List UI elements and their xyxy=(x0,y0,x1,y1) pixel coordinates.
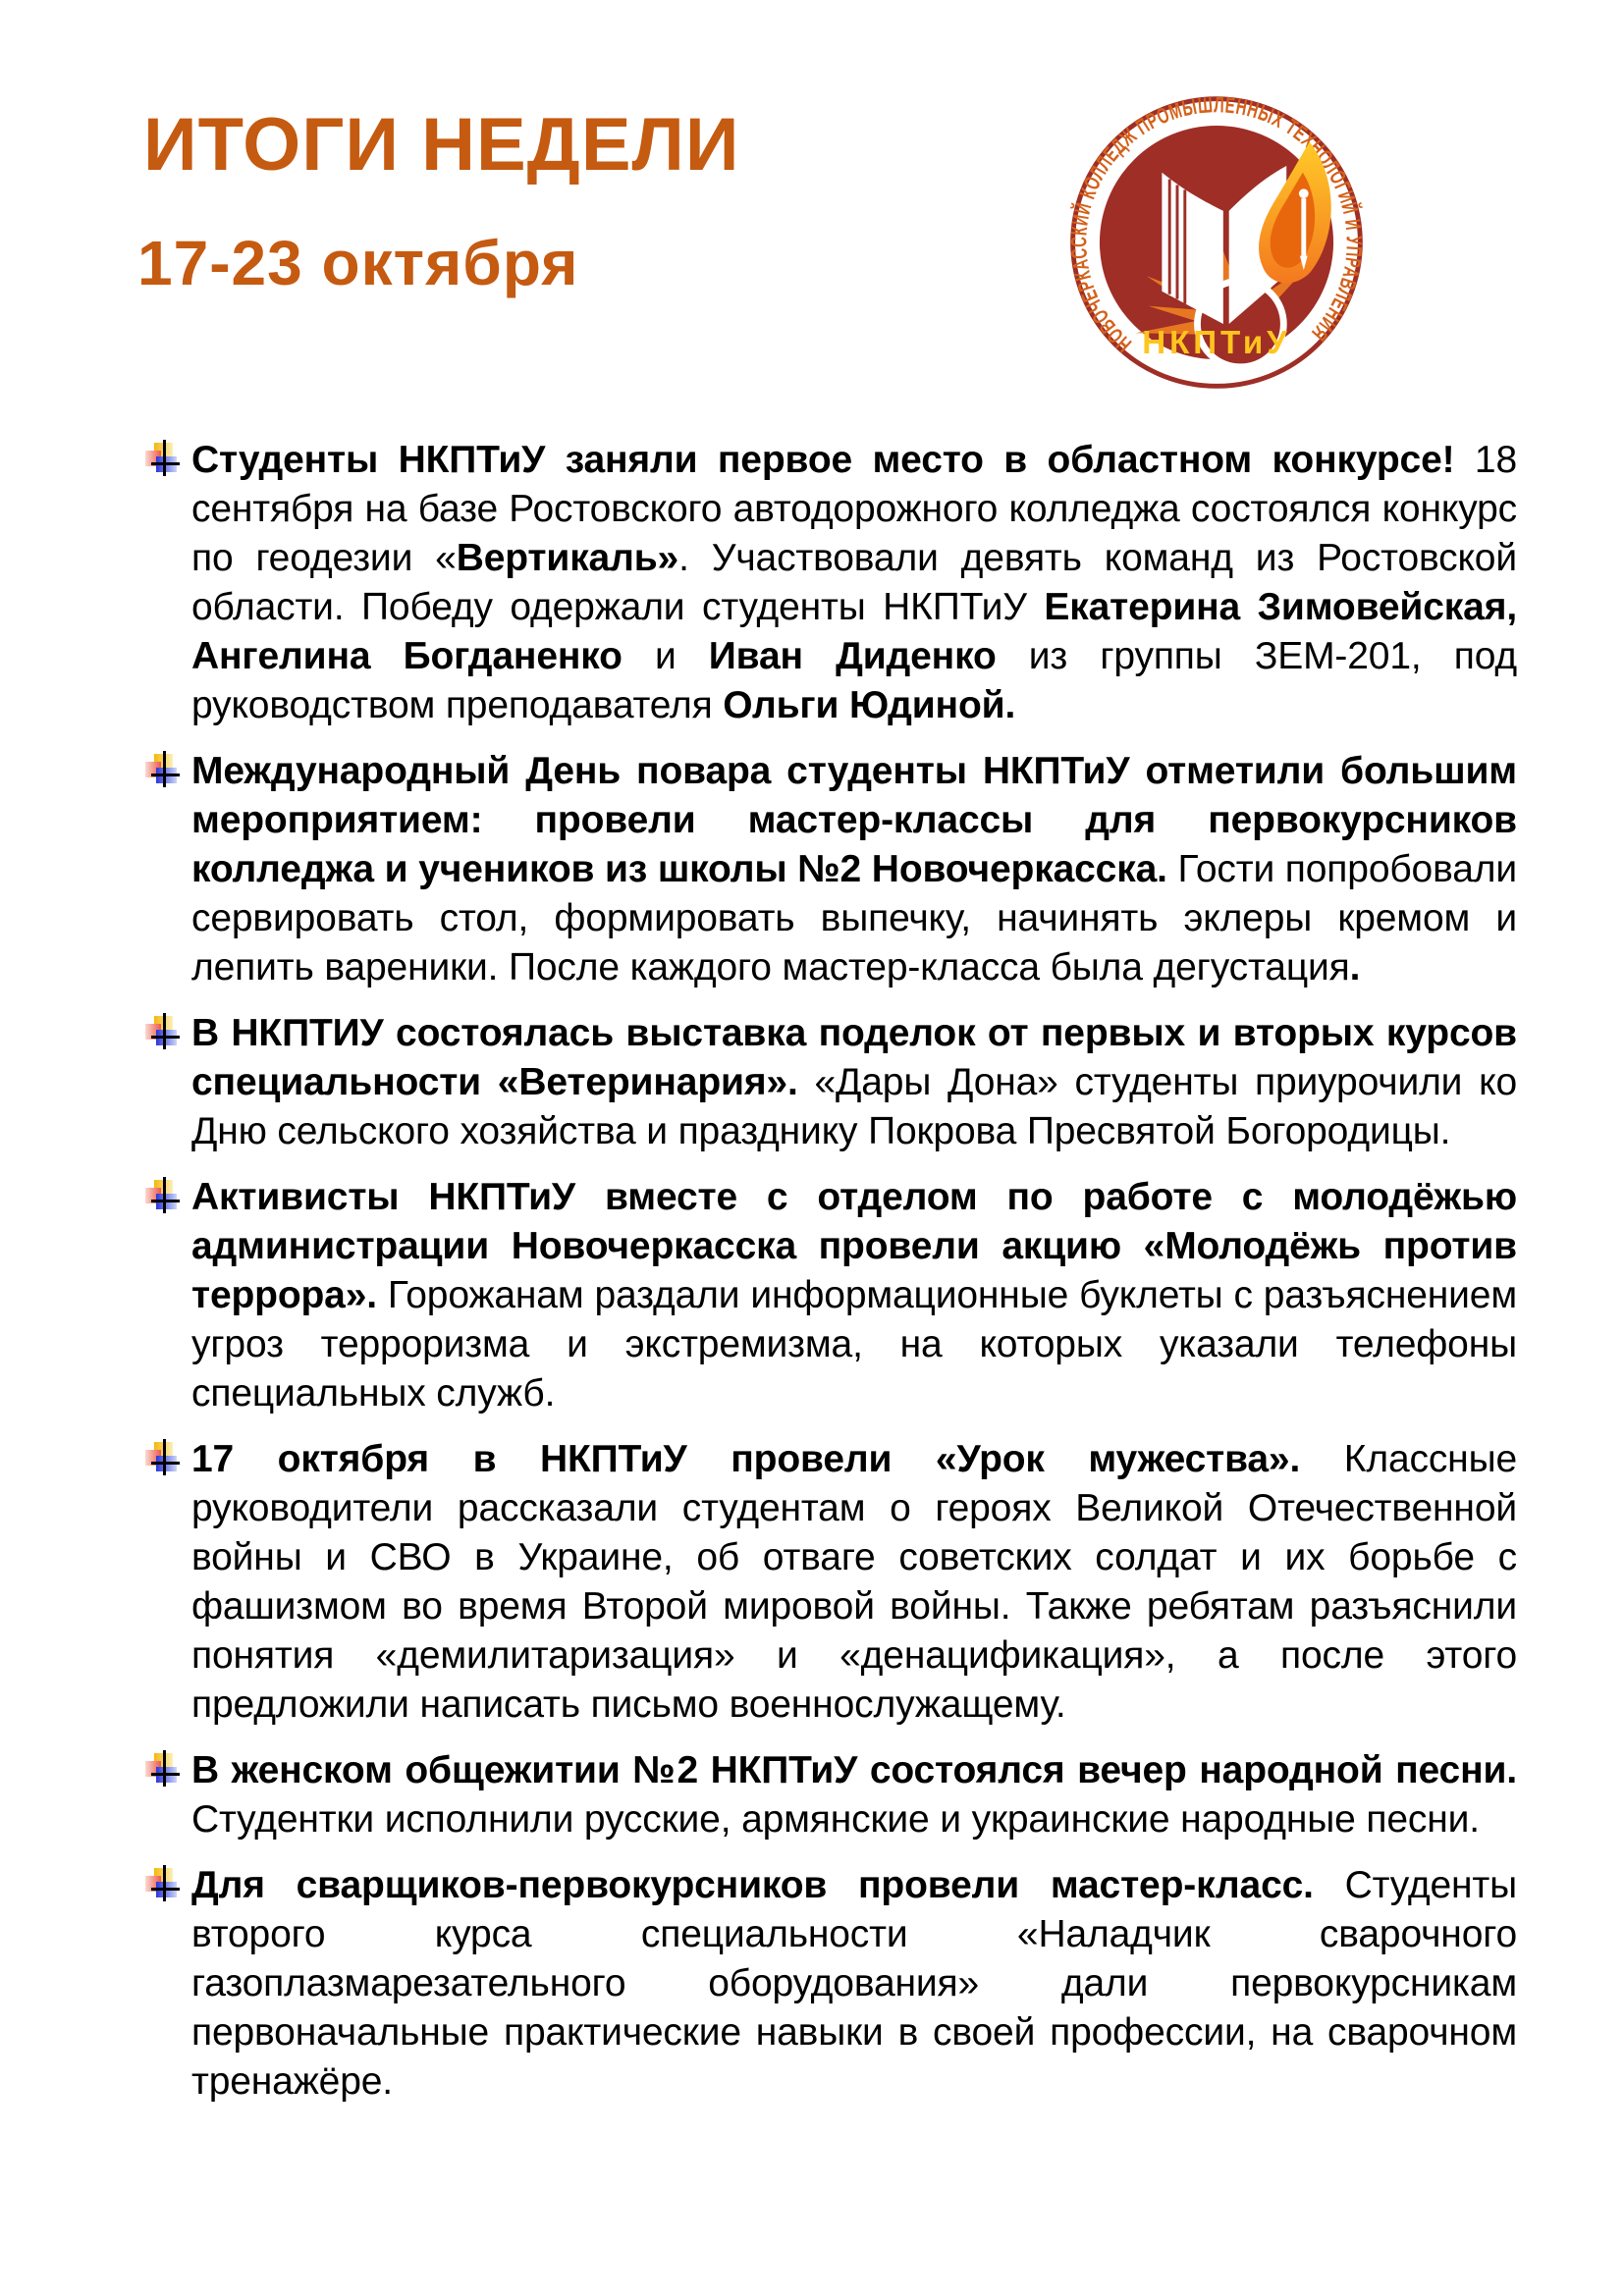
college-emblem-icon xyxy=(1058,84,1375,400)
college-logo xyxy=(1058,84,1375,400)
news-text-segment: Гости попробовали сервировать стол, формировать выпечку, начинять эклеры кремом и лепить вареники. После каждого мастер-класса была дегустация xyxy=(191,848,1517,988)
news-item xyxy=(191,1746,1517,1844)
news-text-bold-segment: . xyxy=(1349,946,1361,988)
page-subtitle: 17-23 октября xyxy=(137,228,579,298)
logo-abbr-text: НКПТиУ xyxy=(1142,325,1291,362)
news-text-bold-segment: Международный День повара студенты НКПТиУ отметили большим мероприятием: провели мастер-классы для первокурсников колледжа и учеников из школы №2 Новочеркасска. xyxy=(191,750,1517,890)
news-text-segment: Студенты второго курса специальности «Наладчик сварочного газоплазмарезательного оборудования» дали первокурсникам первоначальные практические навыки в своей профессии, на сварочном тренажёре. xyxy=(191,1864,1517,2103)
news-text-bold-segment: Активисты НКПТиУ вместе с отделом по работе с молодёжью администрации Новочеркасска провели акцию «Молодёжь против террора». xyxy=(191,1176,1517,1316)
news-text-bold-segment: Студенты НКПТиУ заняли первое место в областном конкурсе! xyxy=(191,439,1455,481)
news-text-segment: . Участвовали девять команд из Ростовской области. Победу одержали студенты НКПТиУ xyxy=(191,537,1517,628)
colored-plus-bullet-icon xyxy=(145,1868,181,1901)
news-item xyxy=(191,1435,1517,1730)
news-item xyxy=(191,1861,1517,2107)
colored-plus-bullet-icon xyxy=(145,443,181,476)
news-text-bold-segment: Иван Диденко xyxy=(708,635,997,677)
colored-plus-bullet-icon xyxy=(145,1016,181,1049)
colored-plus-bullet-icon xyxy=(145,754,181,787)
news-item-text xyxy=(191,1009,1517,1156)
news-text-segment: Классные руководители рассказали студентам о героях Великой Отечественной войны и СВО в Украине, об отваге советских солдат и их борьбе с фашизмом во время Второй мировой войны. Также ребятам разъяснили понятия «демилитаризация» и «денацификация», а после этого предложили написать письмо военнослужащему. xyxy=(191,1438,1517,1726)
news-text-bold-segment: В женском общежитии №2 НКПТиУ состоялся вечер народной песни. xyxy=(191,1749,1517,1791)
news-text-bold-segment: Екатерина Зимовейская, Ангелина Богданенко xyxy=(191,586,1518,677)
news-item-text xyxy=(191,1861,1517,2107)
news-item xyxy=(191,1009,1517,1156)
news-text-segment: из группы ЗЕМ-201, под руководством преподавателя xyxy=(191,635,1517,726)
news-text-segment: 18 сентября на базе Ростовского автодорожного колледжа состоялся конкурс по геодезии « xyxy=(191,439,1518,579)
news-item-text xyxy=(191,1435,1517,1730)
news-text-segment: Горожанам раздали информационные буклеты с разъяснением угроз терроризма и экстремизма, на которых указали телефоны специальных служб. xyxy=(191,1274,1517,1415)
news-text-segment: Студентки исполнили русские, армянские и украинские народные песни. xyxy=(191,1798,1480,1841)
logo-ring-text: НОВОЧЕРКАССКИЙ КОЛЛЕДЖ ПРОМЫШЛЕННЫХ ТЕХНОЛОГИЙ И УПРАВЛЕНИЯ xyxy=(1065,91,1367,357)
colored-plus-bullet-icon xyxy=(145,1442,181,1475)
news-list xyxy=(191,436,1517,2123)
news-item-text xyxy=(191,747,1517,992)
news-item-text xyxy=(191,436,1517,730)
colored-plus-bullet-icon xyxy=(145,1180,181,1213)
page-title: ИТОГИ НЕДЕЛИ xyxy=(143,103,740,187)
news-item xyxy=(191,1173,1517,1418)
news-text-bold-segment: Для сварщиков-первокурсников провели мастер-класс. xyxy=(191,1864,1314,1906)
news-text-bold-segment: В НКПТИУ состоялась выставка поделок от первых и вторых курсов специальности «Ветеринария». xyxy=(191,1012,1517,1103)
news-item xyxy=(191,436,1517,730)
news-text-bold-segment: Ольги Юдиной. xyxy=(723,684,1016,726)
news-item-text xyxy=(191,1746,1517,1844)
colored-plus-bullet-icon xyxy=(145,1753,181,1787)
news-item-text xyxy=(191,1173,1517,1418)
news-text-segment: «Дары Дона» студенты приурочили ко Дню сельского хозяйства и празднику Покрова Пресвятой Богородицы. xyxy=(191,1061,1517,1152)
news-text-segment: и xyxy=(622,635,709,677)
news-text-bold-segment: Вертикаль» xyxy=(456,537,679,579)
news-text-bold-segment: 17 октября в НКПТиУ провели «Урок мужества». xyxy=(191,1438,1301,1480)
news-item xyxy=(191,747,1517,992)
